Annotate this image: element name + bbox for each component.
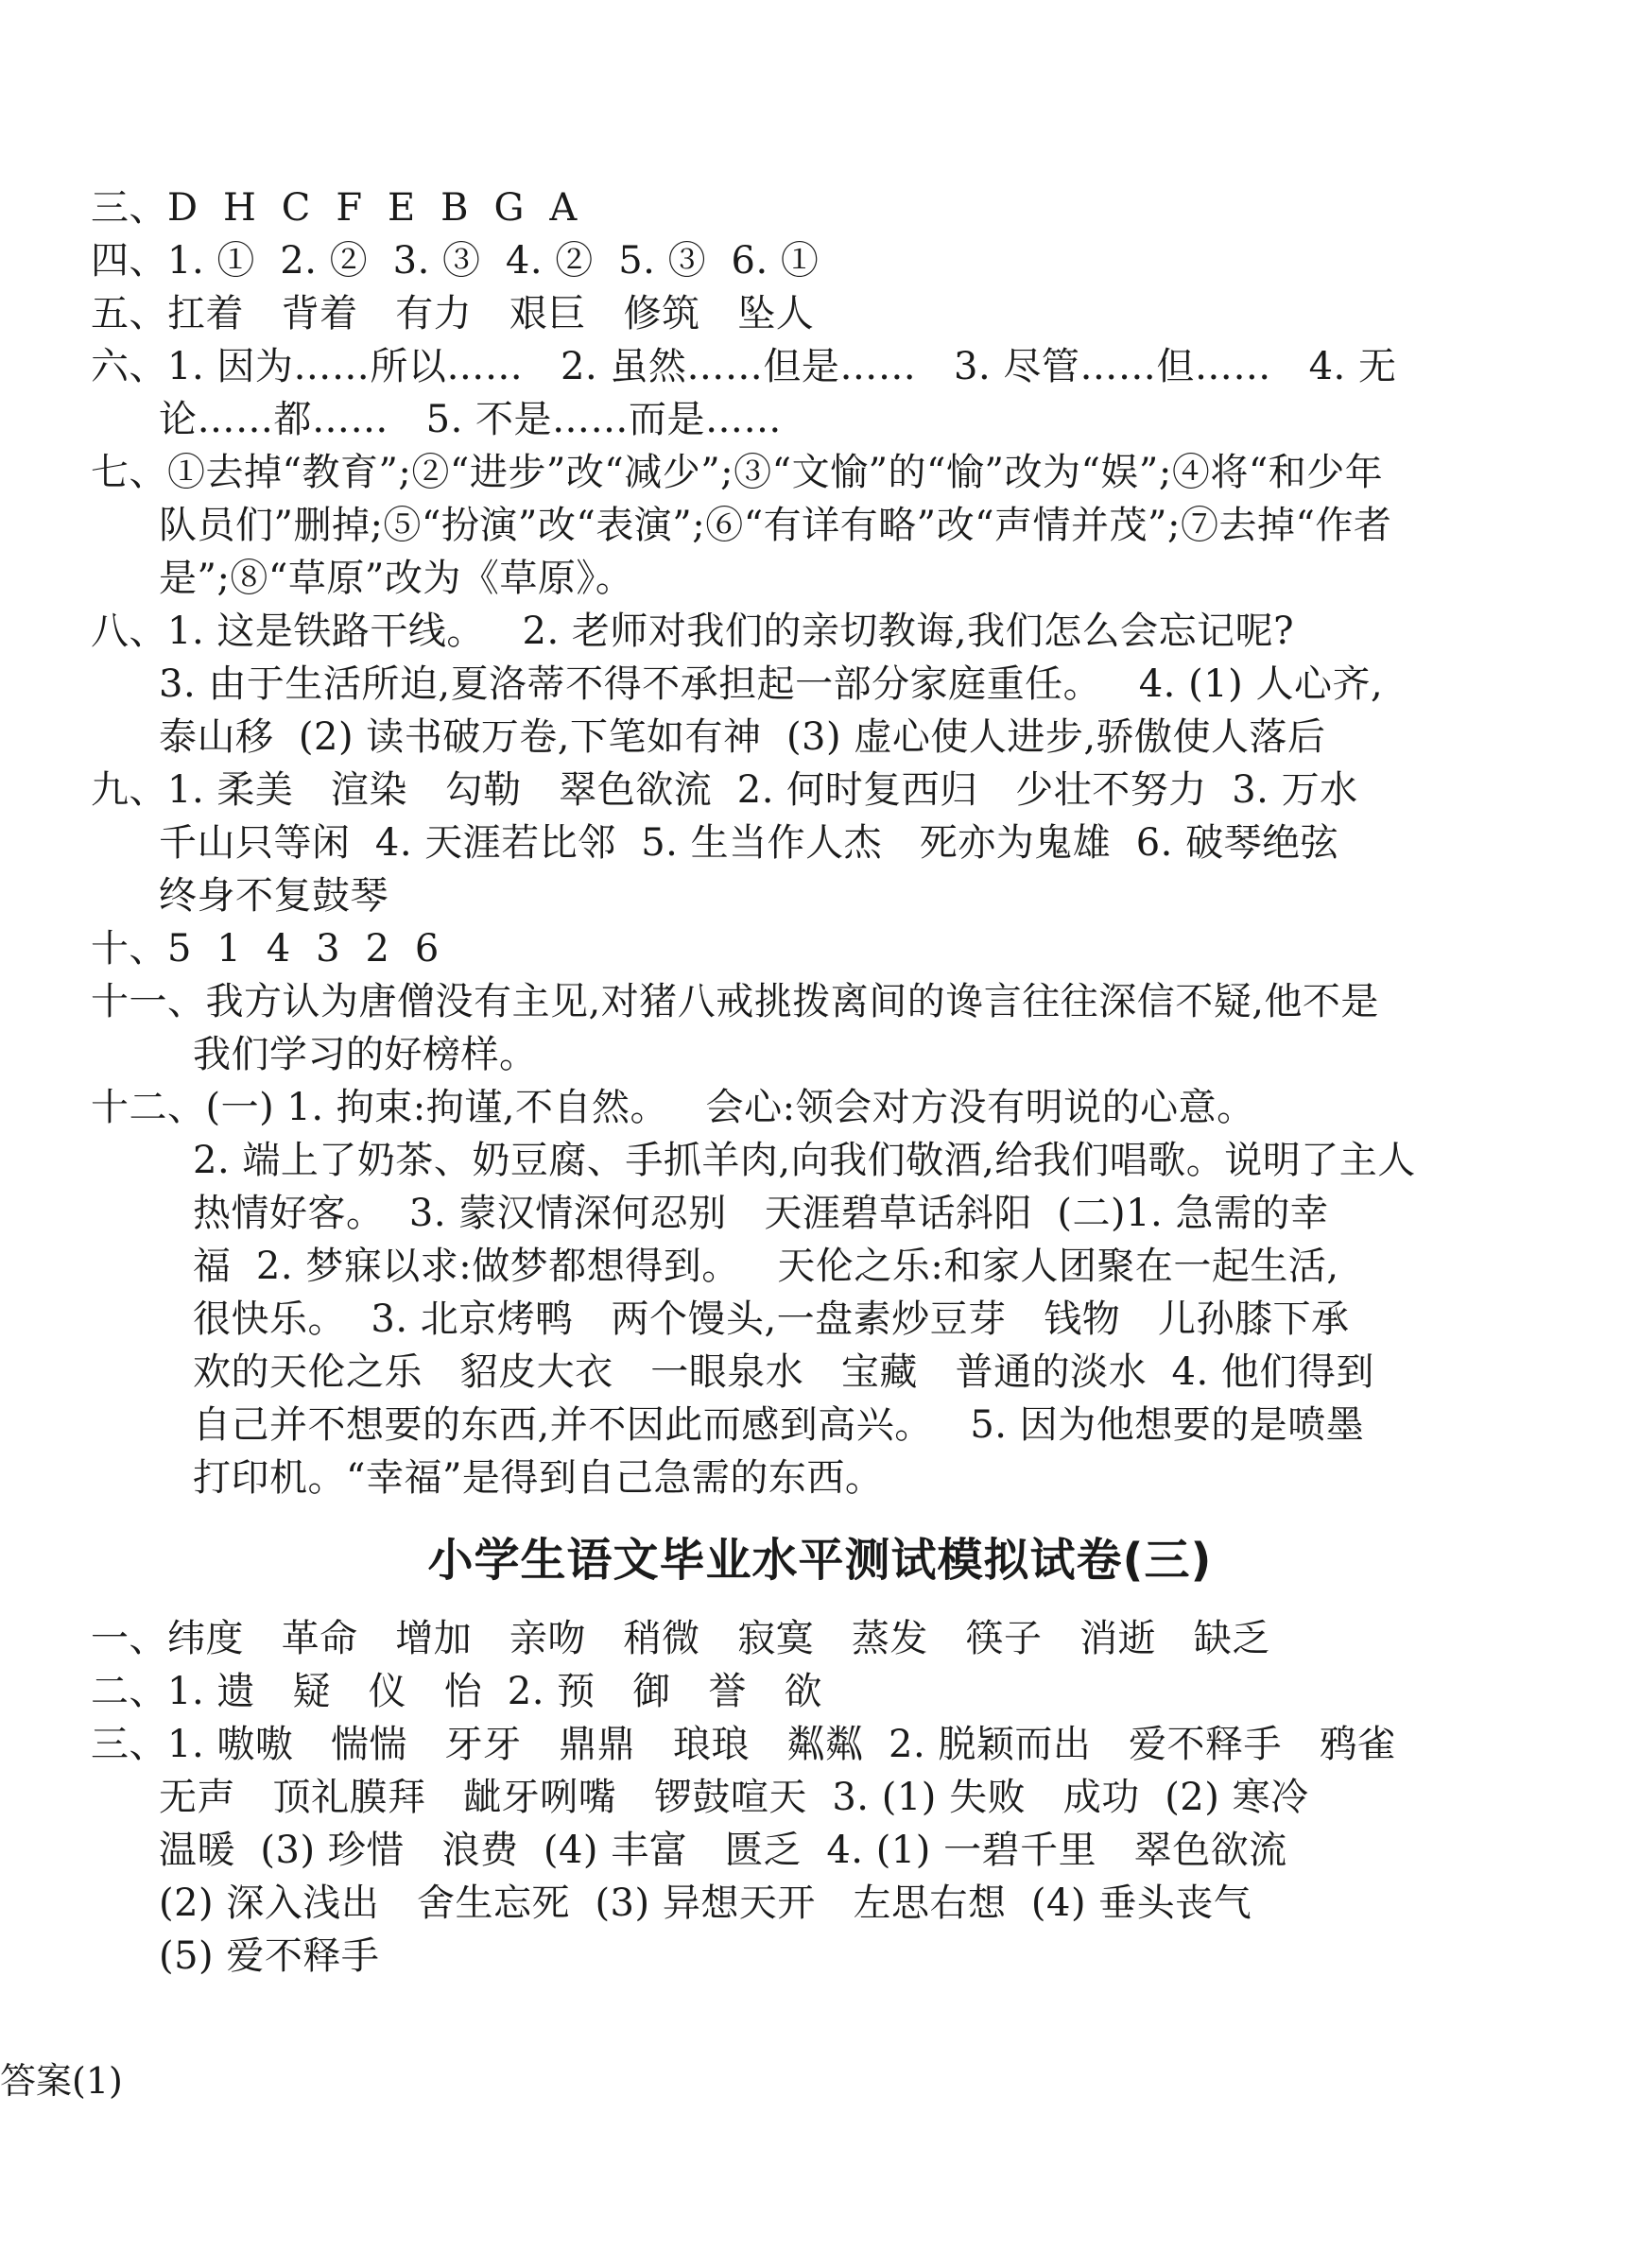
answer-line: 八、1. 这是铁路干线。 2. 老师对我们的亲切教诲,我们怎么会忘记呢? bbox=[91, 610, 1295, 653]
answer-line: 四、1. ① 2. ② 3. ③ 4. ② 5. ③ 6. ① bbox=[91, 239, 820, 283]
answer-line: 自己并不想要的东西,并不因此而感到高兴。 5. 因为他想要的是喷墨 bbox=[193, 1403, 1365, 1447]
answer-line: 七、①去掉“教育”;②“进步”改“减少”;③“文愉”的“愉”改为“娱”;④将“和少年 bbox=[91, 451, 1384, 494]
answer-line: 福 2. 梦寐以求:做梦都想得到。 天伦之乐:和家人团聚在一起生活, bbox=[193, 1245, 1339, 1288]
answer-line: (2) 深入浅出 舍生忘死 (3) 异想天开 左思右想 (4) 垂头丧气 bbox=[159, 1881, 1252, 1925]
answer-line: 九、1. 柔美 渲染 勾勒 翠色欲流 2. 何时复西归 少壮不努力 3. 万水 bbox=[91, 768, 1358, 812]
answer-line: 一、纬度 革命 增加 亲吻 稍微 寂寞 蒸发 筷子 消逝 缺乏 bbox=[91, 1617, 1270, 1660]
answer-line: 热情好客。 3. 蒙汉情深何忍别 天涯碧草话斜阳 (二)1. 急需的幸 bbox=[193, 1192, 1329, 1235]
answer-line: 2. 端上了奶茶、奶豆腐、手抓羊肉,向我们敬酒,给我们唱歌。说明了主人 bbox=[193, 1139, 1416, 1182]
section-title: 小学生语文毕业水平测试模拟试卷(三) bbox=[427, 1534, 1213, 1587]
answer-line: 泰山移 (2) 读书破万卷,下笔如有神 (3) 虚心使人进步,骄傲使人落后 bbox=[159, 715, 1326, 759]
answer-line: 三、1. 嗷嗷 惴惴 牙牙 鼎鼎 琅琅 粼粼 2. 脱颖而出 爱不释手 鸦雀 bbox=[91, 1723, 1396, 1766]
answer-line: 欢的天伦之乐 貂皮大衣 一眼泉水 宝藏 普通的淡水 4. 他们得到 bbox=[193, 1350, 1374, 1394]
answer-line: 十一、我方认为唐僧没有主见,对猪八戒挑拨离间的谗言往往深信不疑,他不是 bbox=[91, 980, 1379, 1023]
answer-line: 打印机。“幸福”是得到自己急需的东西。 bbox=[193, 1456, 884, 1500]
answer-line: 队员们”删掉;⑤“扮演”改“表演”;⑥“有详有略”改“声情并茂”;⑦去掉“作者 bbox=[159, 504, 1392, 547]
page-footer-label: 答案(1) bbox=[0, 2060, 123, 2102]
answer-line: 论……都…… 5. 不是……而是…… bbox=[159, 398, 783, 441]
answer-line: (5) 爱不释手 bbox=[159, 1934, 380, 1978]
answer-line: 我们学习的好榜样。 bbox=[193, 1033, 538, 1076]
answer-line: 十二、(一) 1. 拘束:拘谨,不自然。 会心:领会对方没有明说的心意。 bbox=[91, 1086, 1255, 1129]
answer-line: 无声 顶礼膜拜 龇牙咧嘴 锣鼓喧天 3. (1) 失败 成功 (2) 寒冷 bbox=[159, 1776, 1309, 1819]
answer-line: 三、D H C F E B G A bbox=[91, 186, 578, 230]
answer-line: 五、扛着 背着 有力 艰巨 修筑 坠人 bbox=[91, 292, 815, 335]
answer-line: 很快乐。 3. 北京烤鸭 两个馒头,一盘素炒豆芽 钱物 儿孙膝下承 bbox=[193, 1297, 1350, 1341]
answer-line: 终身不复鼓琴 bbox=[159, 874, 388, 918]
answer-line: 是”;⑧“草原”改为《草原》。 bbox=[159, 557, 634, 600]
answer-line: 千山只等闲 4. 天涯若比邻 5. 生当作人杰 死亦为鬼雄 6. 破琴绝弦 bbox=[159, 821, 1339, 865]
answer-line: 3. 由于生活所迫,夏洛蒂不得不承担起一部分家庭重任。 4. (1) 人心齐, bbox=[159, 662, 1384, 706]
answer-line: 十、5 1 4 3 2 6 bbox=[91, 927, 440, 971]
answer-line: 二、1. 遗 疑 仪 怡 2. 预 御 誉 欲 bbox=[91, 1670, 823, 1713]
answer-line: 六、1. 因为……所以…… 2. 虽然……但是…… 3. 尽管……但…… 4. 无 bbox=[91, 345, 1397, 388]
answer-line: 温暖 (3) 珍惜 浪费 (4) 丰富 匮乏 4. (1) 一碧千里 翠色欲流 bbox=[159, 1829, 1287, 1872]
